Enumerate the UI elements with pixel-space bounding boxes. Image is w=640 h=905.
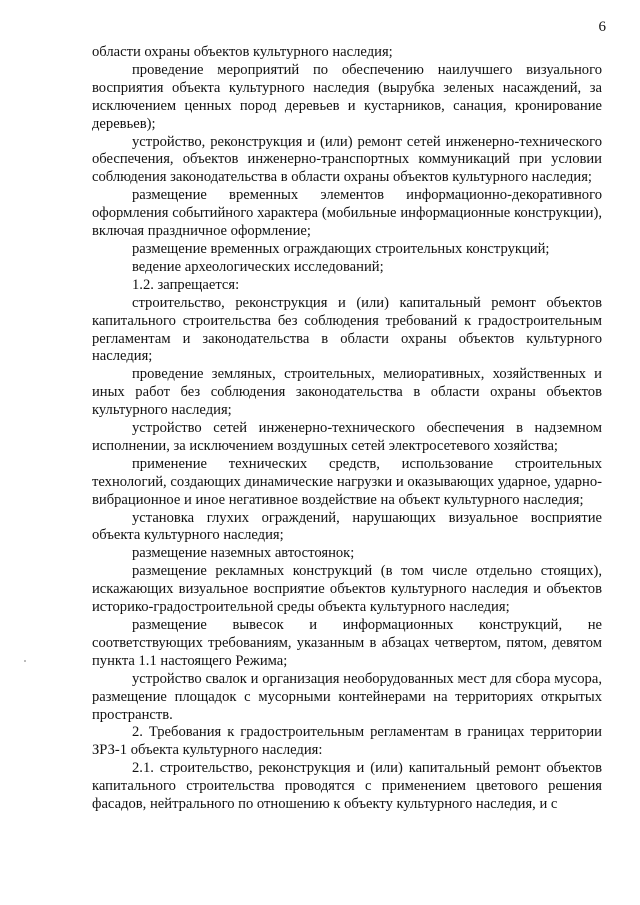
- paragraph: области охраны объектов культурного наследия;: [92, 44, 393, 60]
- scan-artifact: [24, 660, 26, 662]
- paragraph: применение технических средств, использование строительных технологий, создающих динамические нагрузки и оказывающих ударное, ударно-вибрационное и иное негативное воздействие на объект культурного наследия;: [92, 455, 602, 508]
- section-heading: 2. Требования к градостроительным регламентам в границах территории ЗРЗ-1 объекта культурного наследия:: [92, 724, 602, 759]
- paragraph: устройство свалок и организация необорудованных мест для сбора мусора, размещение площадок с мусорными контейнерами на территориях открытых пространств.: [92, 670, 602, 723]
- paragraph: размещение временных ограждающих строительных конструкций;: [132, 240, 550, 257]
- paragraph: размещение рекламных конструкций (в том числе отдельно стоящих), искажающих визуальное восприятие объектов культурного наследия и объектов историко-градостроительной среды объекта культурного наследия;: [92, 563, 602, 616]
- paragraph: 2.1. строительство, реконструкция и (или) капитальный ремонт объектов капитального строительства проводятся с применением цветового решения фасадов, нейтрального по отношению к объекту культурного наследия, и с: [92, 760, 602, 813]
- paragraph: размещение временных элементов информационно-декоративного оформления событийного характера (мобильные информационные конструкции), включая праздничное оформление;: [92, 187, 602, 240]
- paragraph: проведение мероприятий по обеспечению наилучшего визуального восприятия объекта культурного наследия (вырубка зеленых насаждений, за исключением ценных пород деревьев и кустарников, санация, кронирование деревьев);: [92, 61, 602, 132]
- paragraph: проведение земляных, строительных, мелиоративных, хозяйственных и иных работ без соблюдения законодательства в области охраны объектов культурного наследия;: [92, 366, 602, 419]
- paragraph: строительство, реконструкция и (или) капитальный ремонт объектов капитального строительства без соблюдения требований к градостроительным регламентам и законодательства в области охраны объектов культурного наследия;: [92, 294, 602, 365]
- paragraph: ведение археологических исследований;: [132, 258, 384, 275]
- page-number: 6: [598, 19, 606, 35]
- section-heading: 1.2. запрещается:: [132, 276, 240, 293]
- paragraph: установка глухих ограждений, нарушающих визуальное восприятие объекта культурного наследия;: [92, 509, 602, 544]
- paragraph: устройство, реконструкция и (или) ремонт сетей инженерно-технического обеспечения, объектов инженерно-транспортных коммуникаций при условии соблюдения законодательства в области охраны объектов культурного наследия;: [92, 133, 602, 186]
- document-body: [92, 44, 602, 814]
- paragraph: размещение вывесок и информационных конструкций, не соответствующих требованиям, указанным в абзацах четвертом, пятом, девятом пункта 1.1 настоящего Режима;: [92, 617, 602, 669]
- paragraph: устройство сетей инженерно-технического обеспечения в надземном исполнении, за исключением воздушных сетей электросетевого хозяйства;: [92, 420, 602, 454]
- paragraph: размещение наземных автостоянок;: [132, 545, 355, 562]
